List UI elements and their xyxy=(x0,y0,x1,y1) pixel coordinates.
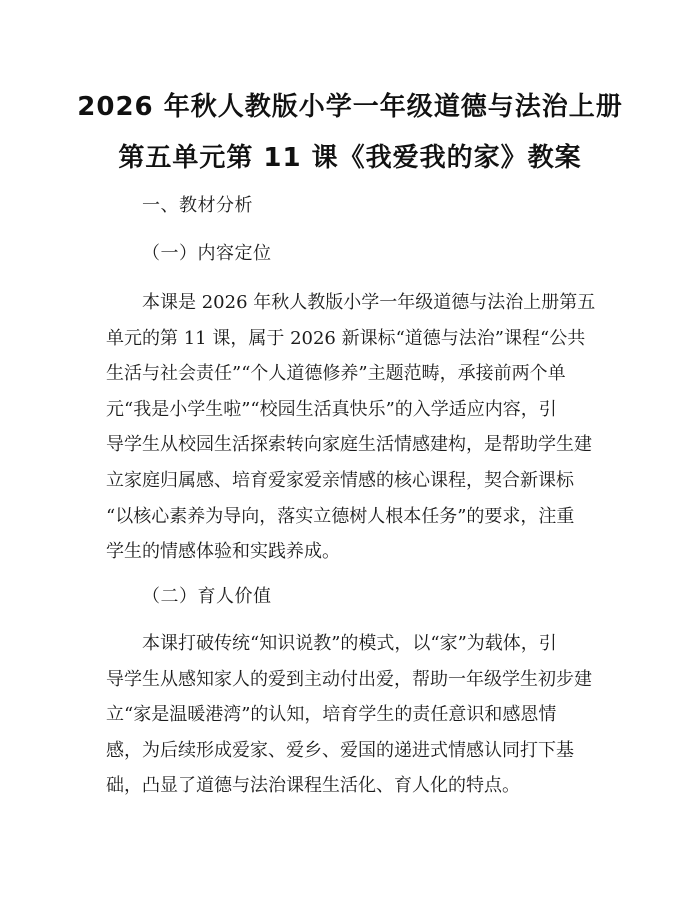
subsection-heading-content-positioning: （一）内容定位 xyxy=(142,243,272,264)
paragraph-line: 导学生从校园生活探索转向家庭生活情感建构，是帮助学生建 xyxy=(106,434,592,456)
paragraph-content-positioning xyxy=(106,285,606,570)
paragraph-line: 本课是 2026 年秋人教版小学一年级道德与法治上册第五 xyxy=(142,292,596,313)
paragraph-line: 导学生从感知家人的爱到主动付出爱，帮助一年级学生初步建 xyxy=(106,668,592,690)
paragraph-educational-value xyxy=(106,626,606,804)
document-title-line-2: 第五单元第 11 课《我爱我的家》教案 xyxy=(118,143,582,173)
paragraph-line: 立“家是温暖港湾”的认知，培育学生的责任意识和感恩情 xyxy=(106,704,557,726)
paragraph-line: “以核心素养为导向，落实立德树人根本任务”的要求，注重 xyxy=(106,505,575,527)
paragraph-line: 立家庭归属感、培育爱家爱亲情感的核心课程，契合新课标 xyxy=(106,469,574,491)
paragraph-line: 学生的情感体验和实践养成。 xyxy=(106,541,340,563)
paragraph-line: 感，为后续形成爱家、爱乡、爱国的递进式情感认同打下基 xyxy=(106,739,574,761)
section-heading: 一、教材分析 xyxy=(142,195,253,216)
subsection-heading-educational-value: （二）育人价值 xyxy=(142,586,272,607)
document-title-line-1: 2026 年秋人教版小学一年级道德与法治上册 xyxy=(77,92,623,122)
paragraph-line: 元“我是小学生啦”“校园生活真快乐”的入学适应内容，引 xyxy=(106,398,557,420)
paragraph-line: 础，凸显了道德与法治课程生活化、育人化的特点。 xyxy=(106,775,520,797)
paragraph-line: 生活与社会责任”“个人道德修养”主题范畴，承接前两个单 xyxy=(106,363,566,385)
paragraph-line: 本课打破传统“知识说教”的模式，以“家”为载体，引 xyxy=(142,633,557,654)
paragraph-line: 单元的第 11 课，属于 2026 新课标“道德与法治”课程“公共 xyxy=(106,327,586,349)
